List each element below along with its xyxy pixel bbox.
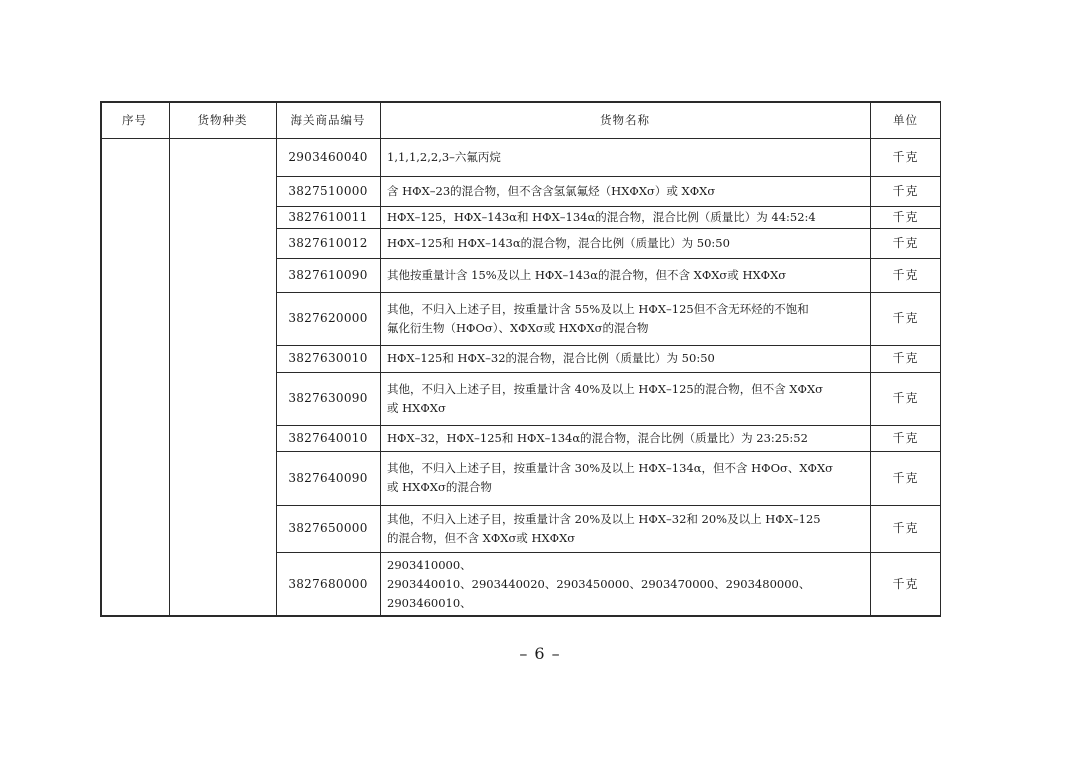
table-rule — [276, 176, 941, 177]
goods-name-cell: 其他，不归入上述子目，按重量计含 40%及以上 HΦX–125的混合物，但不含 XΦXσ 或 HXΦXσ — [387, 381, 824, 415]
table-rule — [276, 101, 277, 616]
table-rule — [276, 292, 941, 293]
table-rule — [100, 101, 102, 616]
unit-cell: 千克 — [892, 209, 919, 224]
hs-code-cell: 3827630090 — [288, 391, 368, 405]
header-unit: 单位 — [893, 112, 918, 127]
table-rule — [169, 101, 170, 616]
header-seq: 序号 — [122, 112, 147, 127]
table-rule — [870, 101, 871, 616]
unit-cell: 千克 — [892, 311, 919, 325]
goods-name-cell: HΦX–125和 HΦX–143α的混合物，混合比例（质量比）为 50:50 — [387, 235, 730, 250]
table-rule — [276, 258, 941, 259]
hs-code-cell: 3827620000 — [288, 311, 368, 325]
table-rule — [100, 615, 941, 617]
unit-cell: 千克 — [892, 470, 919, 485]
goods-name-cell: 其他，不归入上述子目，按重量计含 20%及以上 HΦX–32和 20%及以上 HΦX–125 的混合物，但不含 XΦXσ或 HXΦXσ — [387, 511, 821, 545]
hs-code-cell: 3827630010 — [288, 351, 368, 365]
unit-cell: 千克 — [892, 351, 919, 365]
table-rule — [276, 505, 941, 506]
goods-name-cell: 含 HΦX–23的混合物，但不含含氢氯氟烃（HXΦXσ）或 XΦXσ — [387, 183, 716, 198]
unit-cell: 千克 — [892, 391, 919, 405]
table-rule — [276, 451, 941, 452]
header-hs-code: 海关商品编号 — [290, 112, 366, 127]
hs-code-cell: 3827610090 — [288, 267, 368, 282]
unit-cell: 千克 — [892, 430, 919, 445]
table-rule — [276, 345, 941, 346]
table-rule — [100, 138, 941, 139]
table-rule — [380, 101, 381, 616]
goods-name-cell: 其他，不归入上述子目，按重量计含 55%及以上 HΦX–125但不含无环烃的不饱和 氟化衍生物（HΦOσ）、XΦXσ或 HXΦXσ的混合物 — [387, 301, 809, 335]
goods-name-cell: HΦX–32，HΦX–125和 HΦX–134α的混合物，混合比例（质量比）为 23:25:52 — [387, 430, 808, 445]
hs-code-cell: 3827640010 — [288, 430, 368, 445]
table-rule — [276, 372, 941, 373]
goods-name-cell: HΦX–125，HΦX–143α和 HΦX–134α的混合物，混合比例（质量比）为 44:52:4 — [387, 209, 816, 224]
table-rule — [276, 228, 941, 229]
unit-cell: 千克 — [892, 150, 919, 164]
goods-name-cell: 其他按重量计含 15%及以上 HΦX–143α的混合物，但不含 XΦXσ或 HXΦXσ — [387, 267, 787, 282]
table-rule — [276, 425, 941, 426]
hs-code-cell: 3827610012 — [288, 235, 368, 250]
table-rule — [276, 552, 941, 553]
hs-code-cell: 2903460040 — [288, 150, 368, 164]
goods-name-cell: HΦX–125和 HΦX–32的混合物，混合比例（质量比）为 50:50 — [387, 351, 715, 365]
unit-cell: 千克 — [892, 183, 919, 198]
header-name: 货物名称 — [600, 112, 650, 127]
header-category: 货物种类 — [197, 112, 248, 127]
goods-name-cell: 其他，不归入上述子目，按重量计含 30%及以上 HΦX–134α，但不含 HΦOσ、XΦXσ 或 HXΦXσ的混合物 — [387, 461, 834, 494]
goods-table — [100, 101, 941, 616]
table-rule — [100, 101, 941, 103]
goods-name-cell: 2903410000、 2903440010、2903440020、2903450000、2903470000、2903480000、2903460010、 — [387, 557, 811, 610]
unit-cell: 千克 — [892, 576, 919, 591]
hs-code-cell: 3827510000 — [288, 183, 368, 198]
unit-cell: 千克 — [892, 521, 919, 535]
hs-code-cell: 3827640090 — [288, 470, 368, 485]
table-rule — [940, 101, 942, 616]
hs-code-cell: 3827610011 — [288, 209, 368, 224]
hs-code-cell: 3827650000 — [288, 521, 368, 535]
unit-cell: 千克 — [892, 235, 919, 250]
unit-cell: 千克 — [892, 267, 919, 282]
table-rule — [276, 206, 941, 207]
page-number: – 6 – — [519, 644, 561, 663]
goods-name-cell: 1,1,1,2,2,3–六氟丙烷 — [387, 150, 501, 164]
hs-code-cell: 3827680000 — [288, 576, 368, 591]
